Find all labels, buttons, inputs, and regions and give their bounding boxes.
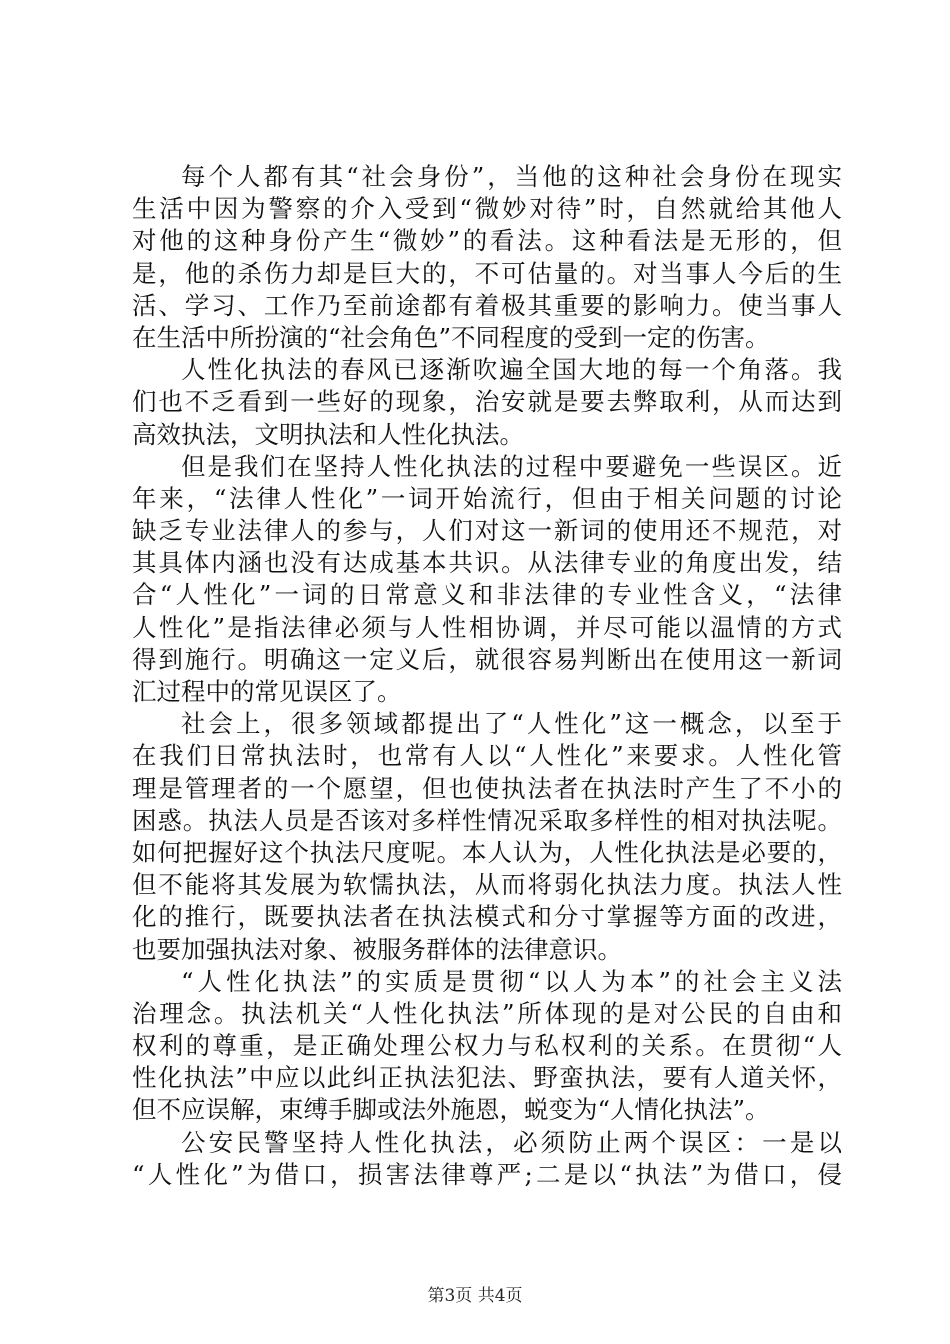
text-line: 们也不乏看到一些好的现象，治安就是要去弊取利，从而达到 [132,387,842,417]
text-line: 是，他的杀伤力却是巨大的，不可估量的。对当事人今后的生 [132,258,842,288]
text-line: 年来，“法律人性化”一词开始流行，但由于相关问题的讨论 [132,483,842,513]
text-line: “人性化执法”的实质是贯彻“以人为本”的社会主义法 [181,966,842,996]
text-line: 其具体内涵也没有达成基本共识。从法律专业的角度出发，结 [132,548,842,578]
text-line: 汇过程中的常见误区了。 [132,677,402,706]
text-line: 也要加强执法对象、被服务群体的法律意识。 [132,934,622,964]
text-line: 高效执法，文明执法和人性化执法。 [132,419,524,449]
text-line: 生活中因为警察的介入受到“微妙对待”时，自然就给其他人 [132,194,842,224]
text-line: 公安民警坚持人性化执法，必须防止两个误区：一是以 [181,1127,842,1157]
page-footer: 第3页 共4页 [427,1286,523,1306]
text-line: 在我们日常执法时，也常有人以“人性化”来要求。人性化管 [132,741,842,771]
text-line: 在生活中所扮演的“社会角色”不同程度的受到一定的伤害。 [132,322,770,352]
text-line: 困惑。执法人员是否该对多样性情况采取多样性的相对执法呢。 [132,805,842,835]
text-line: 权利的尊重，是正确处理公权力与私权利的关系。在贯彻“人 [132,1031,842,1061]
document-body [132,161,842,1191]
text-line: 得到施行。明确这一定义后，就很容易判断出在使用这一新词 [132,644,842,674]
text-line: 理是管理者的一个愿望，但也使执法者在执法时产生了不小的 [132,773,842,803]
text-line: 缺乏专业法律人的参与，人们对这一新词的使用还不规范，对 [132,516,842,546]
text-line: 但不应误解，束缚手脚或法外施恩，蜕变为“人情化执法”。 [132,1095,770,1125]
text-line: 人性化执法的春风已逐渐吹遍全国大地的每一个角落。我 [181,355,842,385]
text-line: 每个人都有其“社会身份”，当他的这种社会身份在现实 [181,162,842,191]
text-line: 活、学习、工作乃至前途都有着极其重要的影响力。使当事人 [132,290,842,320]
text-line: 化的推行，既要执法者在执法模式和分寸掌握等方面的改进， [132,902,842,932]
text-line: 人性化”是指法律必须与人性相协调，并尽可能以温情的方式 [132,612,842,642]
text-line: 但不能将其发展为软懦执法，从而将弱化执法力度。执法人性 [132,870,842,900]
text-line: 性化执法”中应以此纠正执法犯法、野蛮执法，要有人道关怀， [132,1063,842,1093]
text-line: 治理念。执法机关“人性化执法”所体现的是对公民的自由和 [132,998,842,1028]
text-line: 合“人性化”一词的日常意义和非法律的专业性含义，“法律 [132,580,842,610]
text-line: 社会上，很多领域都提出了“人性化”这一概念，以至于 [181,709,842,739]
text-line: 对他的这种身份产生“微妙”的看法。这种看法是无形的，但 [132,226,842,256]
text-line: “人性化”为借口，损害法律尊严;二是以“执法”为借口，侵 [132,1159,842,1189]
text-line: 如何把握好这个执法尺度呢。本人认为，人性化执法是必要的， [132,837,842,867]
text-line: 但是我们在坚持人性化执法的过程中要避免一些误区。近 [181,451,842,481]
